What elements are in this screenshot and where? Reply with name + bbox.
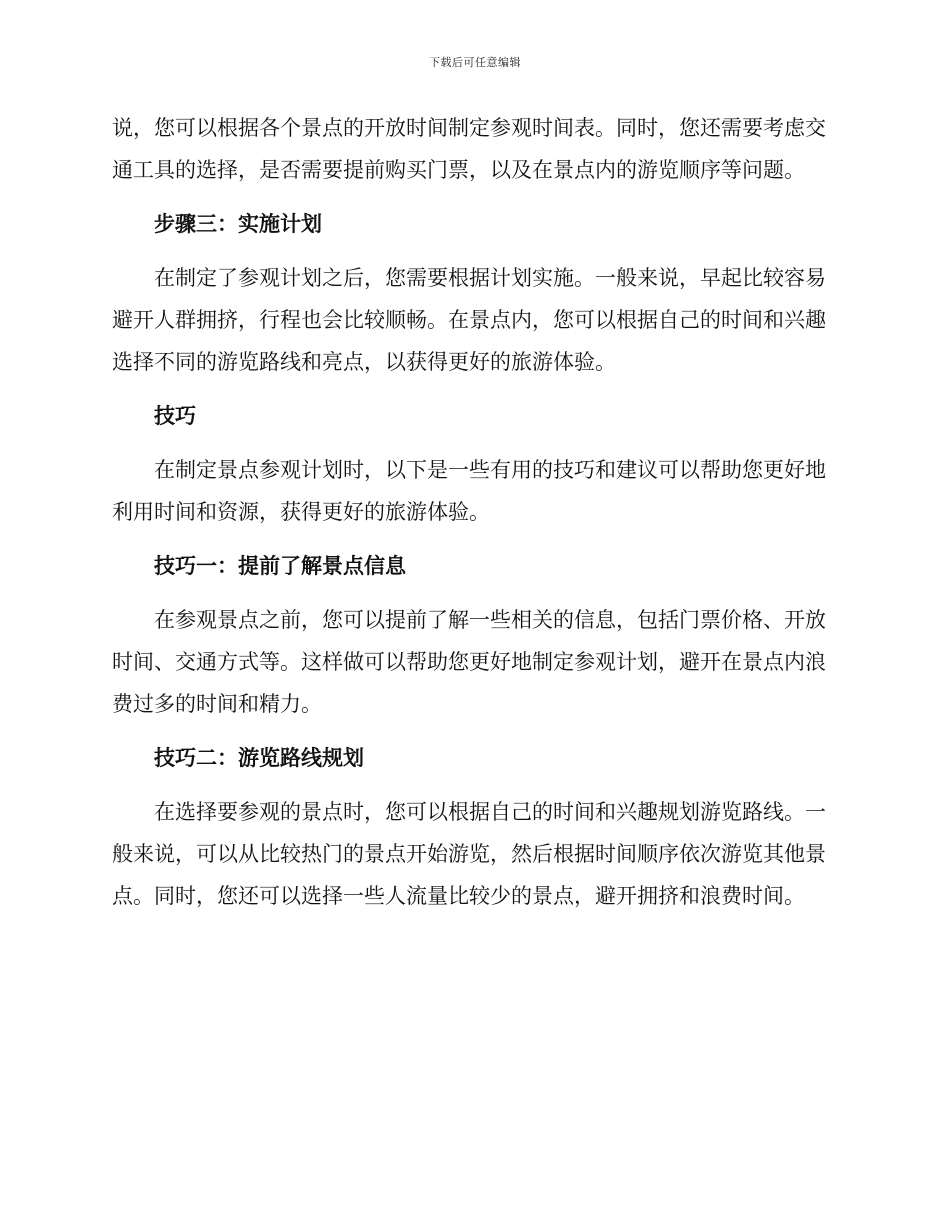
paragraph-tip-1: 在参观景点之前，您可以提前了解一些相关的信息，包括门票价格、开放时间、交通方式等。这样做可以帮助您更好地制定参观计划，避开在景点内浪费过多的时间和精力。 xyxy=(112,608,826,716)
heading-tips: 技巧 xyxy=(154,403,196,428)
paragraph-tip-2: 在选择要参观的景点时，您可以根据自己的时间和兴趣规划游览路线。一般来说，可以从比较热门的景点开始游览，然后根据时间顺序依次游览其他景点。同时，您还可以选择一些人流量比较少的景点，避开拥挤和浪费时间。 xyxy=(112,800,826,908)
heading-step-3: 步骤三：实施计划 xyxy=(154,211,322,236)
paragraph-tips: 在制定景点参观计划时，以下是一些有用的技巧和建议可以帮助您更好地利用时间和资源，获得更好的旅游体验。 xyxy=(112,458,826,524)
paragraph-step-3: 在制定了参观计划之后，您需要根据计划实施。一般来说，早起比较容易避开人群拥挤，行程也会比较顺畅。在景点内，您可以根据自己的时间和兴趣选择不同的游览路线和亮点，以获得更好的旅游体验。 xyxy=(112,266,826,374)
paragraph-continuation: 说，您可以根据各个景点的开放时间制定参观时间表。同时，您还需要考虑交通工具的选择，是否需要提前购买门票，以及在景点内的游览顺序等问题。 xyxy=(112,116,826,182)
page-header: 下载后可任意编辑 xyxy=(429,56,521,69)
heading-tip-1: 技巧一：提前了解景点信息 xyxy=(154,553,406,578)
heading-tip-2: 技巧二：游览路线规划 xyxy=(154,745,364,770)
document-body xyxy=(112,107,832,917)
